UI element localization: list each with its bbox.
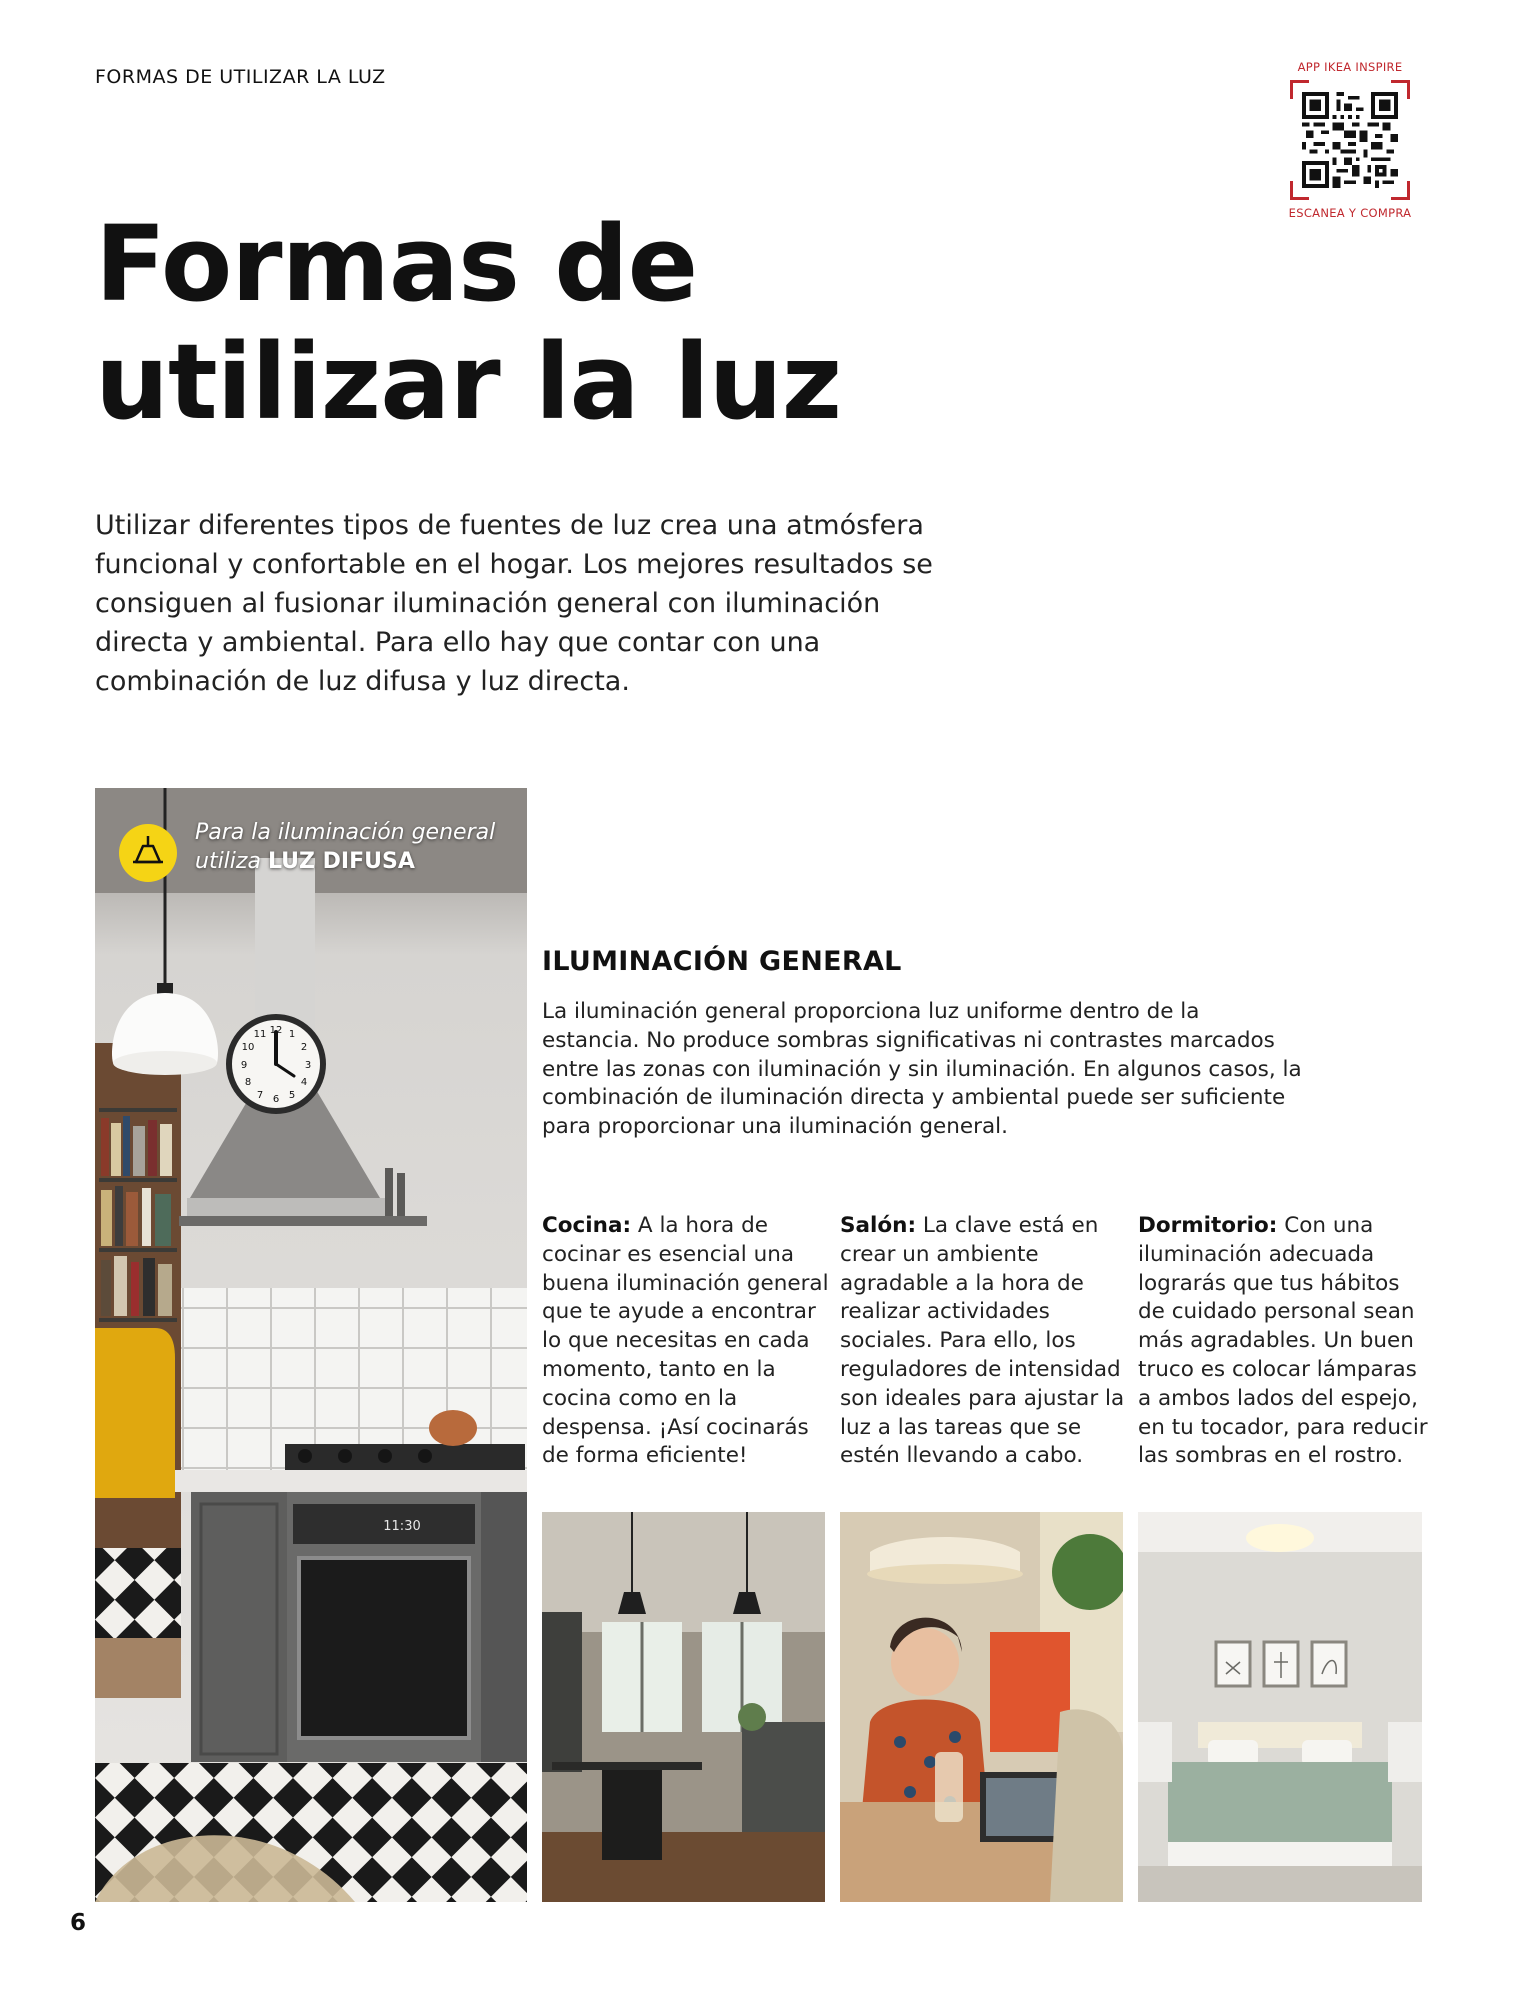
clock-number-12: 12 bbox=[269, 1025, 283, 1036]
section-body: La iluminación general proporciona luz uniforme dentro de la estancia. No produce sombras significativas ni contrastes marcados entre las zonas con iluminación y sin iluminación. En algunos casos, la combinación de iluminación directa y ambiental puede ser suficiente para proporcionar una iluminación general. bbox=[542, 999, 1302, 1140]
title-line-1: Formas de bbox=[95, 203, 698, 325]
living-room-photo bbox=[840, 1512, 1123, 1902]
kitchen-text: A la hora de cocinar es esencial una buena iluminación general que te ayude a encontrar lo que necesitas en cada momento, tanto en la cocina como en la despensa. ¡Así cocinarás de forma eficiente! bbox=[542, 1213, 829, 1469]
living-room-text: La clave está en crear un ambiente agradable a la hora de realizar actividades sociales. Para ello, los reguladores de intensidad son ideales para ajustar la luz a las tareas que se estén llevando a cabo. bbox=[840, 1213, 1125, 1469]
clock-number-8: 8 bbox=[244, 1077, 252, 1088]
callout-emphasis: LUZ DIFUSA bbox=[267, 849, 415, 874]
bedroom-text: Con una iluminación adecuada lograrás que tus hábitos de cuidado personal sean más agradables. Un buen truco es colocar lámparas a ambos lados del espejo, en tu tocador, para reducir las sombras en el rostro. bbox=[1138, 1213, 1428, 1469]
kitchen-lead: Cocina: bbox=[542, 1213, 632, 1238]
callout-line-2: utiliza LUZ DIFUSA bbox=[195, 849, 415, 874]
qr-bottom-label: ESCANEA Y COMPRA bbox=[1288, 206, 1412, 220]
callout-line-1: Para la iluminación general bbox=[195, 820, 496, 845]
page-title bbox=[95, 205, 841, 441]
callout-text bbox=[195, 818, 495, 876]
clock-number-6: 6 bbox=[272, 1094, 280, 1105]
title-line-2: utilizar la luz bbox=[95, 321, 842, 443]
qr-code-icon bbox=[1302, 92, 1398, 188]
bedroom-column bbox=[1138, 1212, 1428, 1471]
intro-paragraph: Utilizar diferentes tipos de fuentes de luz crea una atmósfera funcional y confortable en el hogar. Los mejores resultados se consiguen al fusionar iluminación general con iluminación directa y ambiental. Para ello hay que contar con una combinación de luz difusa y luz directa. bbox=[95, 510, 933, 697]
bedroom-lead: Dormitorio: bbox=[1138, 1213, 1278, 1238]
clock-number-9: 9 bbox=[240, 1060, 248, 1071]
kitchen-dining-photo bbox=[542, 1512, 825, 1902]
oven-display: 11:30 bbox=[383, 1519, 421, 1534]
clock-number-5: 5 bbox=[288, 1090, 296, 1101]
page-number: 6 bbox=[70, 1910, 87, 1936]
clock-number-3: 3 bbox=[304, 1060, 312, 1071]
section-heading: ILUMINACIÓN GENERAL bbox=[542, 946, 902, 977]
clock-number-11: 11 bbox=[253, 1029, 267, 1040]
kitchen-photo bbox=[95, 788, 527, 1902]
clock-number-2: 2 bbox=[300, 1042, 308, 1053]
qr-top-label: APP IKEA INSPIRE bbox=[1297, 60, 1403, 74]
clock-number-4: 4 bbox=[300, 1077, 308, 1088]
living-room-column bbox=[840, 1212, 1130, 1471]
bedroom-photo bbox=[1138, 1512, 1422, 1902]
section-label: FORMAS DE UTILIZAR LA LUZ bbox=[95, 66, 386, 88]
clock-number-1: 1 bbox=[288, 1029, 296, 1040]
qr-frame[interactable] bbox=[1290, 80, 1410, 200]
clock-number-10: 10 bbox=[241, 1042, 255, 1053]
qr-code-block[interactable] bbox=[1280, 60, 1420, 220]
kitchen-column bbox=[542, 1212, 832, 1471]
living-room-lead: Salón: bbox=[840, 1213, 917, 1238]
pendant-lamp-icon bbox=[119, 824, 177, 882]
clock-number-7: 7 bbox=[256, 1090, 264, 1101]
